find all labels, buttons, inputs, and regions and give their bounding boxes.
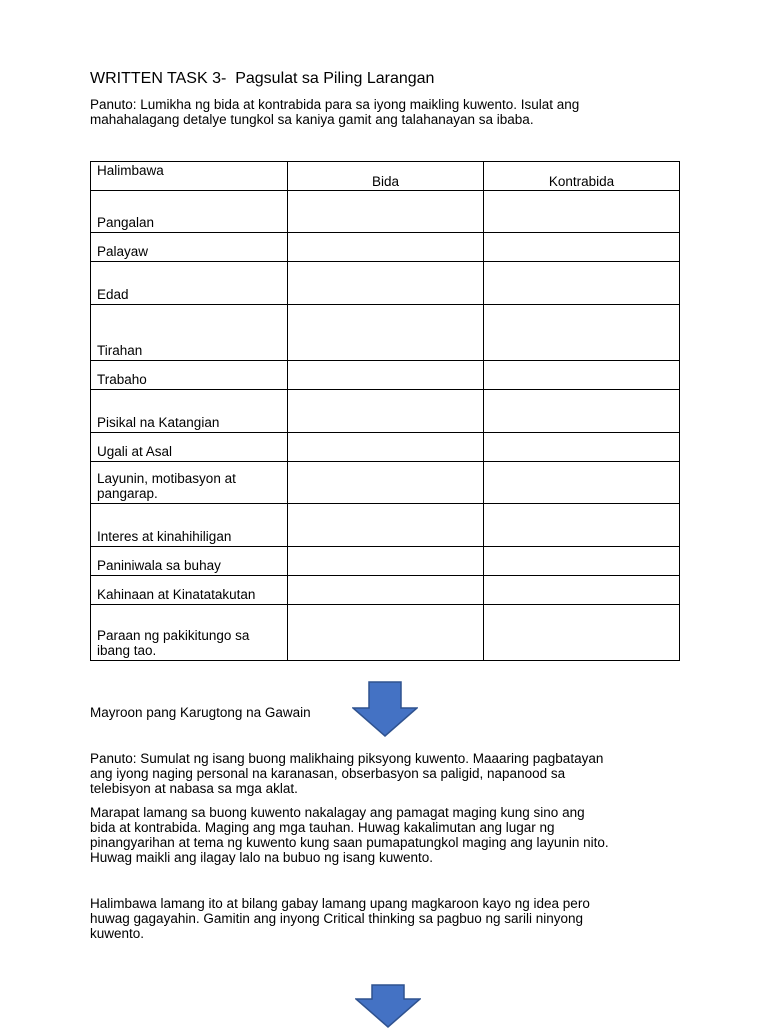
row-label: Kahinaan at Kinatatakutan	[91, 576, 288, 605]
kontrabida-cell[interactable]	[484, 305, 680, 361]
down-arrow-shape	[353, 682, 417, 736]
table-header-row	[91, 162, 680, 191]
kontrabida-cell[interactable]	[484, 233, 680, 262]
bida-cell[interactable]	[288, 390, 484, 433]
kontrabida-cell[interactable]	[484, 191, 680, 233]
kontrabida-cell[interactable]	[484, 361, 680, 390]
paragraph-three: Halimbawa lamang ito at bilang gabay lamang upang magkaroon kayo ng idea pero huwag gagayahin. Gamitin ang inyong Critical thinking sa pagbuo ng sarili ninyong kuwento.	[90, 896, 590, 941]
row-label: Trabaho	[91, 361, 288, 390]
kontrabida-cell[interactable]	[484, 547, 680, 576]
bida-cell[interactable]	[288, 262, 484, 305]
table-row	[91, 233, 680, 262]
down-arrow-shape	[356, 985, 420, 1027]
kontrabida-cell[interactable]	[484, 504, 680, 547]
row-label: Edad	[91, 262, 288, 305]
kontrabida-cell[interactable]	[484, 390, 680, 433]
row-label: Ugali at Asal	[91, 433, 288, 462]
table-row	[91, 191, 680, 233]
bida-cell[interactable]	[288, 191, 484, 233]
bida-cell[interactable]	[288, 462, 484, 504]
bida-cell[interactable]	[288, 504, 484, 547]
character-table	[90, 161, 680, 661]
continuation-label: Mayroon pang Karugtong na Gawain	[90, 705, 311, 720]
row-label: Interes at kinahihiligan	[91, 504, 288, 547]
instruction2-text: Panuto: Sumulat ng isang buong malikhaing piksyong kuwento. Maaaring pagbatayan ang iyong naging personal na karanasan, obserbasyon sa paligid, napanood sa telebisyon at nabasa sa mga aklat.	[90, 751, 604, 796]
table-row	[91, 547, 680, 576]
table-row	[91, 504, 680, 547]
row-label: Layunin, motibasyon at pangarap.	[91, 462, 288, 504]
bida-cell[interactable]	[288, 605, 484, 661]
table-row	[91, 576, 680, 605]
kontrabida-cell[interactable]	[484, 462, 680, 504]
row-label: Tirahan	[91, 305, 288, 361]
table-header-cell: Halimbawa	[91, 162, 288, 191]
bida-cell[interactable]	[288, 433, 484, 462]
table-row	[91, 605, 680, 661]
bida-cell[interactable]	[288, 305, 484, 361]
table-header-cell: Bida	[288, 162, 484, 191]
paragraph-two: Marapat lamang sa buong kuwento nakalagay ang pamagat maging kung sino ang bida at kontrabida. Maging ang mga tauhan. Huwag kakalimutan ang lugar ng pinangyarihan at tema ng kuwento kung saan pumapatungkol maging ang layunin nito. Huwag maikli ang ilagay lalo na bubuo ng isang kuwento.	[90, 805, 609, 865]
bida-cell[interactable]	[288, 547, 484, 576]
page-title: WRITTEN TASK 3- Pagsulat sa Piling Larangan	[90, 70, 435, 87]
table-row	[91, 462, 680, 504]
instruction-text: Panuto: Lumikha ng bida at kontrabida para sa iyong maikling kuwento. Isulat ang mahahalagang detalye tungkol sa kaniya gamit ang talahanayan sa ibaba.	[90, 97, 580, 127]
table-row	[91, 305, 680, 361]
bida-cell[interactable]	[288, 576, 484, 605]
table-row	[91, 433, 680, 462]
table-row	[91, 361, 680, 390]
kontrabida-cell[interactable]	[484, 262, 680, 305]
down-arrow-icon	[352, 681, 418, 737]
row-label: Pangalan	[91, 191, 288, 233]
bida-cell[interactable]	[288, 233, 484, 262]
down-arrow-icon	[355, 984, 421, 1028]
table-row	[91, 390, 680, 433]
table-row	[91, 262, 680, 305]
table-header-cell: Kontrabida	[484, 162, 680, 191]
row-label: Pisikal na Katangian	[91, 390, 288, 433]
row-label: Palayaw	[91, 233, 288, 262]
row-label: Paraan ng pakikitungo sa ibang tao.	[91, 605, 288, 661]
row-label: Paniniwala sa buhay	[91, 547, 288, 576]
kontrabida-cell[interactable]	[484, 433, 680, 462]
kontrabida-cell[interactable]	[484, 576, 680, 605]
bida-cell[interactable]	[288, 361, 484, 390]
kontrabida-cell[interactable]	[484, 605, 680, 661]
